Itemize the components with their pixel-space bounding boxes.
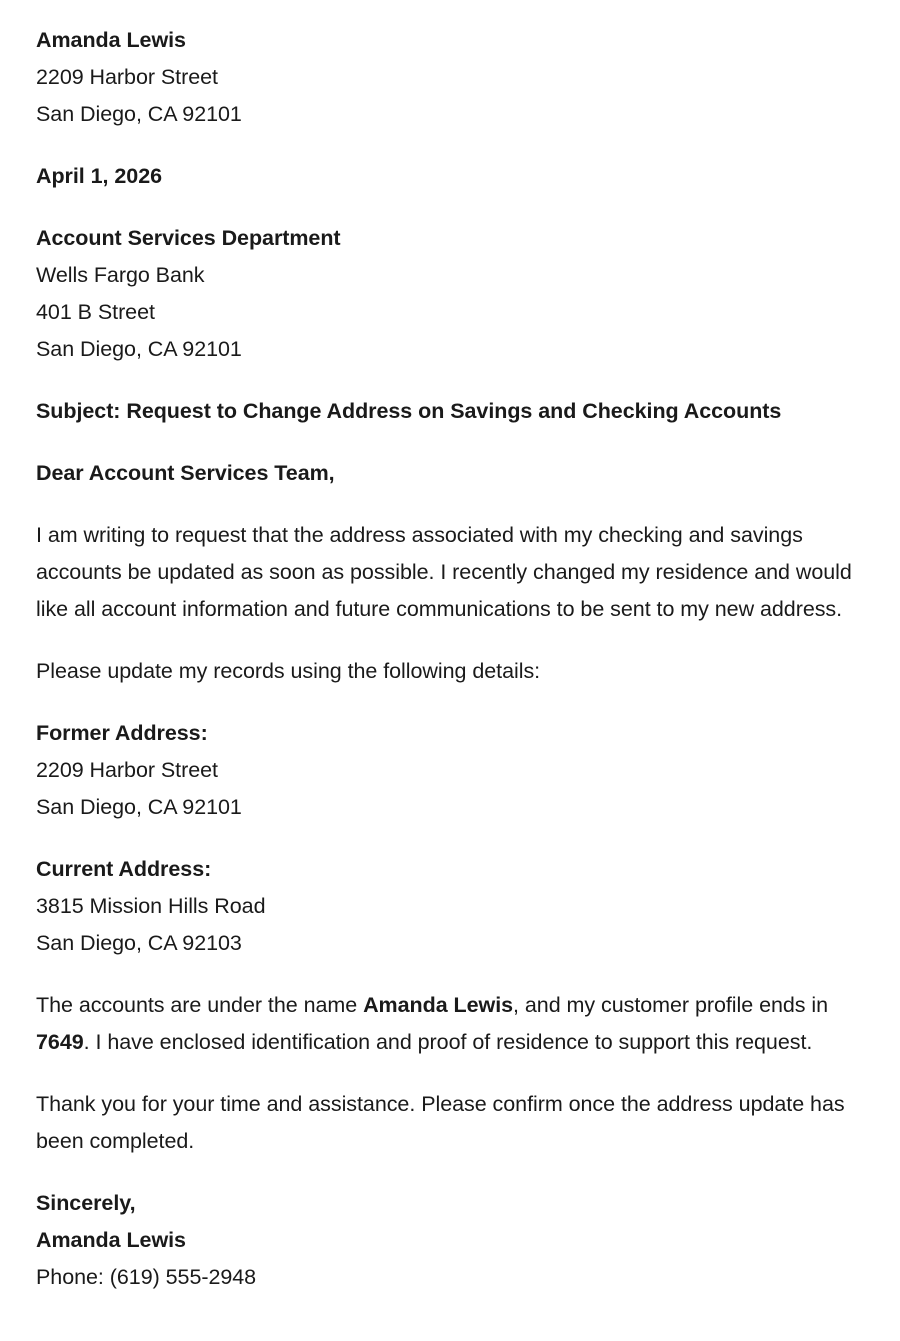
paragraph-3-part-2: , and my customer profile ends in: [513, 993, 829, 1017]
body-paragraph-3: [36, 987, 864, 1061]
subject-line: Subject: Request to Change Address on Savings and Checking Accounts: [36, 399, 782, 423]
account-holder-name: Amanda Lewis: [363, 993, 514, 1017]
body-paragraph-2: Please update my records using the following details:: [36, 659, 541, 683]
body-paragraph-1: I am writing to request that the address associated with my checking and savings accounts be updated as soon as possible. I recently changed my residence and would like all account information and future communications to be sent to my new address.: [36, 523, 852, 621]
body-paragraph-4: Thank you for your time and assistance. Please confirm once the address update has been completed.: [36, 1092, 845, 1153]
former-address-label: Former Address:: [36, 721, 208, 745]
letter-body: [36, 22, 864, 1296]
letter-date-block: [36, 158, 864, 195]
sender-phone: Phone: (619) 555-2948: [36, 1265, 257, 1289]
current-address-block: [36, 851, 864, 962]
closing-block: [36, 1185, 864, 1296]
sender-name: Amanda Lewis: [36, 28, 186, 52]
signature-name: Amanda Lewis: [36, 1228, 186, 1252]
recipient-department: Account Services Department: [36, 226, 341, 250]
former-address-street: 2209 Harbor Street: [36, 758, 218, 782]
former-address-city-state-zip: San Diego, CA 92101: [36, 795, 242, 819]
paragraph-3-part-3: . I have enclosed identification and proof of residence to support this request.: [83, 1030, 813, 1054]
letter-date: April 1, 2026: [36, 164, 163, 188]
paragraph-3-part-1: The accounts are under the name: [36, 993, 364, 1017]
current-address-label: Current Address:: [36, 857, 212, 881]
sender-street: 2209 Harbor Street: [36, 65, 218, 89]
recipient-address-block: [36, 220, 864, 368]
current-address-street: 3815 Mission Hills Road: [36, 894, 266, 918]
recipient-organization: Wells Fargo Bank: [36, 263, 205, 287]
former-address-block: [36, 715, 864, 826]
current-address-city-state-zip: San Diego, CA 92103: [36, 931, 242, 955]
recipient-city-state-zip: San Diego, CA 92101: [36, 337, 242, 361]
sender-city-state-zip: San Diego, CA 92101: [36, 102, 242, 126]
salutation: Dear Account Services Team,: [36, 461, 335, 485]
sender-address-block: [36, 22, 864, 133]
recipient-street: 401 B Street: [36, 300, 155, 324]
valediction: Sincerely,: [36, 1191, 136, 1215]
customer-profile-digits: 7649: [36, 1030, 84, 1054]
